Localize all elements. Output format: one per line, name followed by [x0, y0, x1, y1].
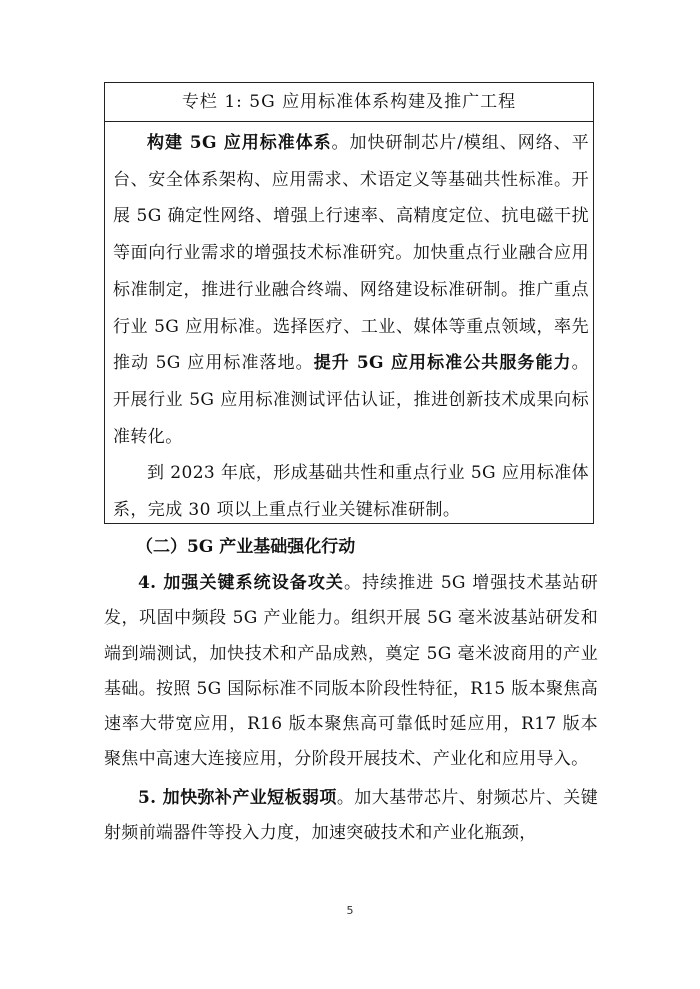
item-4-text: 。持续推进 5G 增强技术基站研发，巩固中频段 5G 产业能力。组织开展 5G 毫米波基站研发和端到端测试，加快技术和产品成熟，奠定 5G 毫米波商用的产业基础。按照 5G 国际标准不同版本阶段性特征，R15 版本聚焦高速率大带宽应用，R16 版本聚焦高可靠低时延应用，R17 版本聚焦中高速大连接应用，分阶段开展技术、产业化和应用导入。 [104, 573, 598, 770]
item-5-text: 。加大基带芯片、射频芯片、关键射频前端器件等投入力度，加速突破技术和产业化瓶颈， [104, 787, 598, 844]
column-lead-2: 提升 5G 应用标准公共服务能力 [313, 353, 572, 374]
page-number: 5 [346, 904, 354, 917]
column-text-2: 。开展行业 5G 应用标准测试评估认证，推进创新技术成果向标准转化。 [113, 353, 590, 447]
column-paragraph-2: 到 2023 年底，形成基础共性和重点行业 5G 应用标准体系，完成 30 项以上重点行业关键标准研制。 [113, 463, 589, 521]
section-heading: （二）5G 产业基础强化行动 [136, 537, 356, 557]
item-5-paragraph [104, 781, 598, 852]
column-text-1: 。加快研制芯片/模组、网络、平台、安全体系架构、应用需求、术语定义等基础共性标准。开展 5G 确定性网络、增强上行速率、高精度定位、抗电磁干扰等面向行业需求的增强技术标准研究。加快重点行业融合应用标准制定，推进行业融合终端、网络建设标准研制。推广重点行业 5G 应用标准。选择医疗、工业、媒体等重点领域，率先推动 5G 应用标准落地。 [113, 133, 590, 374]
body-text [104, 566, 598, 851]
column-box-body [105, 122, 593, 529]
column-box-title: 专栏 1: 5G 应用标准体系构建及推广工程 [105, 83, 593, 122]
column-box [104, 82, 594, 524]
column-paragraph-1 [113, 125, 589, 455]
item-4-paragraph [104, 566, 598, 778]
item-5-lead: 5. 加快弥补产业短板弱项 [138, 787, 337, 808]
column-lead-1: 构建 5G 应用标准体系 [147, 133, 332, 153]
item-4-lead: 4. 加强关键系统设备攻关 [138, 573, 345, 593]
